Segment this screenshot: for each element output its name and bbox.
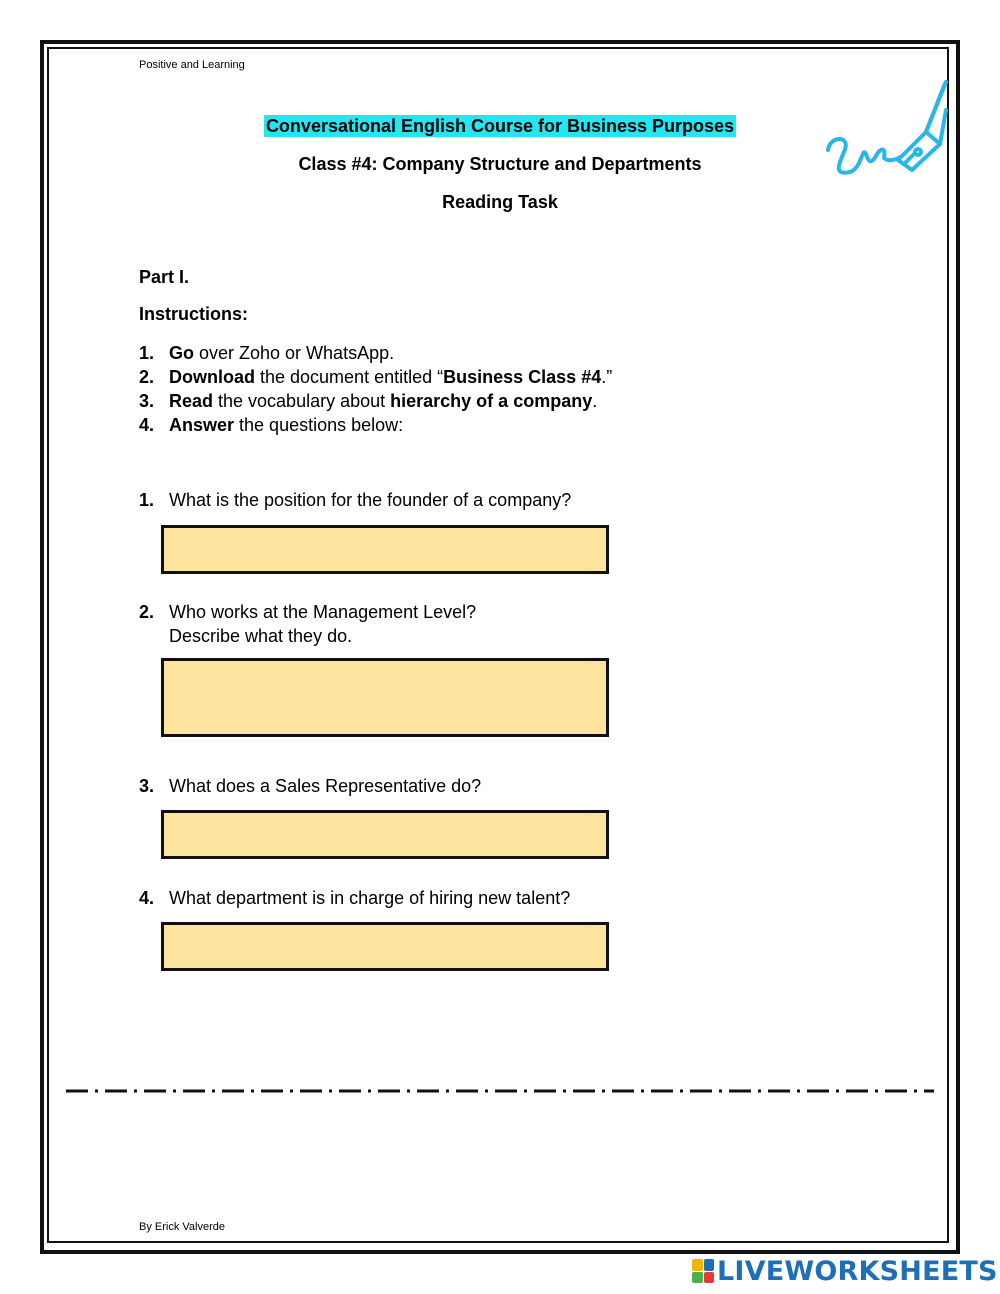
answer-box-4[interactable] bbox=[161, 922, 609, 971]
question-1: 1. What is the position for the founder of a company? bbox=[139, 490, 572, 510]
header-note: Positive and Learning bbox=[139, 59, 245, 71]
dash-dot-divider bbox=[66, 1082, 934, 1090]
course-title: Conversational English Course for Business Purposes bbox=[265, 116, 735, 136]
instruction-step: 2. Download the document entitled “Business Class #4.” bbox=[139, 367, 613, 387]
answer-box-1[interactable] bbox=[161, 525, 609, 574]
footer-author: By Erick Valverde bbox=[139, 1221, 225, 1233]
brand-name: LIVEWORKSHEETS bbox=[717, 1255, 998, 1287]
instruction-step: 4. Answer the questions below: bbox=[139, 415, 404, 435]
task-title: Reading Task bbox=[442, 192, 558, 212]
instruction-step: 3. Read the vocabulary about hierarchy of a company. bbox=[139, 391, 598, 411]
question-4: 4. What department is in charge of hiring new talent? bbox=[139, 888, 571, 908]
question-3: 3. What does a Sales Representative do? bbox=[139, 776, 482, 796]
instruction-list bbox=[139, 341, 612, 437]
liveworksheets-logo-icon bbox=[692, 1259, 714, 1283]
class-title: Class #4: Company Structure and Departments bbox=[298, 154, 702, 174]
question-2: 2. Who works at the Management Level? Describe what they do. bbox=[139, 602, 477, 646]
answer-box-2[interactable] bbox=[161, 658, 609, 737]
liveworksheets-brand[interactable] bbox=[692, 1256, 998, 1286]
answer-box-3[interactable] bbox=[161, 810, 609, 859]
part-heading: Part I. bbox=[139, 267, 190, 287]
instruction-step: 1. Go over Zoho or WhatsApp. bbox=[139, 343, 395, 363]
instructions-heading: Instructions: bbox=[139, 304, 249, 324]
